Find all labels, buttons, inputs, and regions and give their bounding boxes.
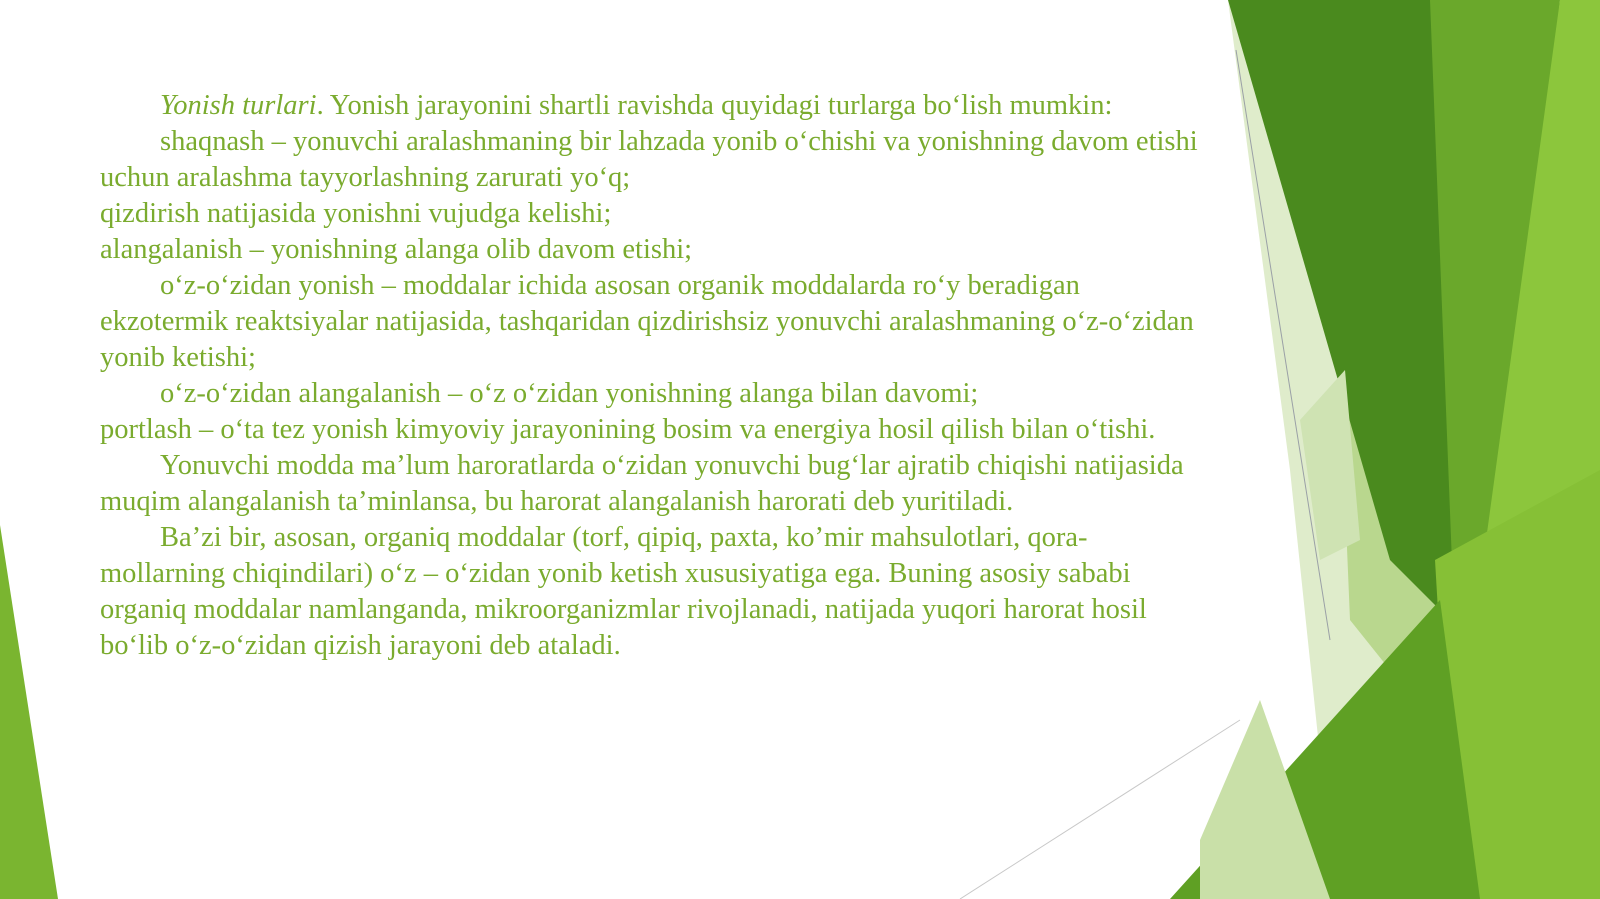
paragraph-portlash: portlash – o‘ta tez yonish kimyoviy jarayonining bosim va energiya hosil qilish bilan o‘tishi. bbox=[100, 414, 1156, 445]
paragraph-organiq-moddalar: Ba’zi bir, asosan, organiq moddalar (torf, qipiq, paxta, ko’mir mahsulotlari, qora-mollarning chiqindilari) o‘z – o‘zidan yonib ketish xususiyatiga ega. Buning asosiy sababi organiq moddalar namlanganda, mikroorganizmlar rivojlanadi, natijada yuqori harorat hosil bo‘lib o‘z-o‘zidan qizish jarayoni deb ataladi. bbox=[100, 522, 1147, 661]
term-yonish-turlari: Yonish turlari bbox=[160, 90, 317, 121]
paragraph-alangalanish: alangalanish – yonishning alanga olib davom etishi; bbox=[100, 234, 693, 265]
paragraph-yonish-turlari bbox=[100, 88, 1210, 124]
paragraph-shaqnash: shaqnash – yonuvchi aralashmaning bir lahzada yonib o‘chishi va yonishning davom etishi uchun aralashma tayyorlashning zarurati yo‘q; bbox=[100, 126, 1198, 193]
paragraph-oz-ozidan-alangalanish: o‘z-o‘zidan alangalanish – o‘z o‘zidan yonishning alanga bilan davomi; bbox=[160, 378, 979, 409]
paragraph-text: . Yonish jarayonini shartli ravishda quyidagi turlarga bo‘lish mumkin: bbox=[316, 90, 1113, 121]
paragraph-alangalanish-harorati: Yonuvchi modda ma’lum haroratlarda o‘zidan yonuvchi bug‘lar ajratib chiqishi natijasida muqim alangalanish ta’minlansa, bu harorat alangalanish harorati deb yuritiladi. bbox=[100, 450, 1184, 517]
paragraph-oz-ozidan-yonish: o‘z-o‘zidan yonish – moddalar ichida asosan organik moddalarda ro‘y beradigan ekzotermik reaktsiyalar natijasida, tashqaridan qizdirishsiz yonuvchi aralashmaning o‘z-o‘zidan yonib ketishi; bbox=[100, 270, 1194, 373]
slide-text-body bbox=[100, 88, 1210, 664]
paragraph-qizdirish: qizdirish natijasida yonishni vujudga kelishi; bbox=[100, 198, 612, 229]
left-edge-facet bbox=[0, 525, 58, 899]
